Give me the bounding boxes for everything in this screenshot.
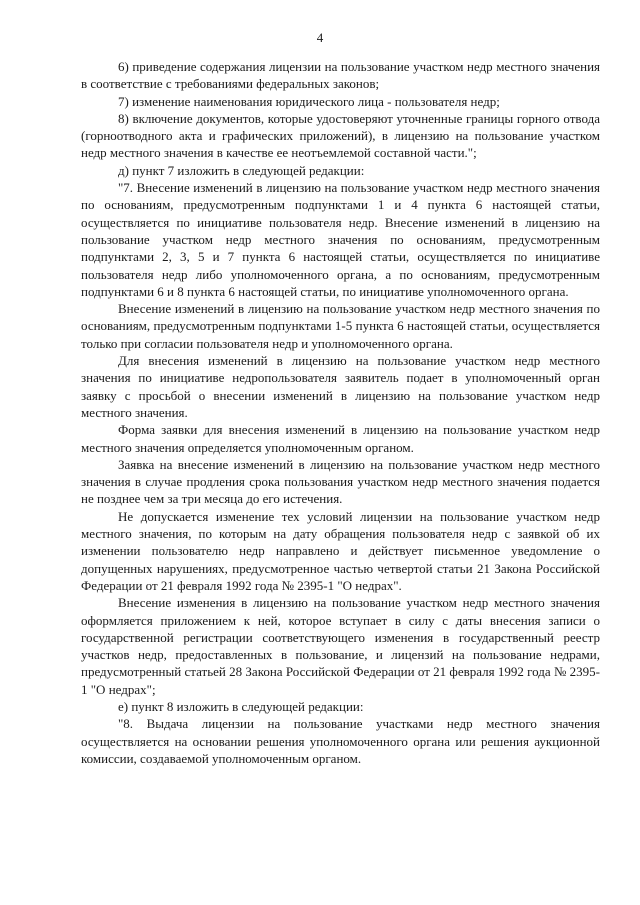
document-body <box>81 58 600 767</box>
paragraph-item-6: 6) приведение содержания лицензии на пользование участком недр местного значения в соответствие с требованиями федеральных законов; <box>81 59 600 92</box>
page-number: 4 <box>316 30 324 45</box>
paragraph-point-7: "7. Внесение изменений в лицензию на пользование участком недр местного значения по основаниям, предусмотренным подпунктами 1 и 4 пункта 6 настоящей статьи, осуществляется по инициативе пользователя недр. Внесение изменений в лицензию на пользование участком недр местного значения по основаниям, предусмотренным подпунктами 2, 3, 5 и 7 пункта 6 настоящей статьи, осуществляется по инициативе пользователя недр либо уполномоченного органа, а по основаниям, предусмотренным подпунктами 6 и 8 пункта 6 настоящей статьи, по инициативе уполномоченного органа. <box>81 180 600 299</box>
paragraph-consent: Внесение изменений в лицензию на пользование участком недр местного значения по основаниям, предусмотренным подпунктами 1-5 пункта 6 настоящей статьи, осуществляется только при согласии пользователя недр и уполномоченного органа. <box>81 301 600 351</box>
paragraph-registration: Внесение изменения в лицензию на пользование участком недр местного значения оформляется приложением к ней, которое вступает в силу с даты внесения записи о государственной регистрации соответствующего изменения в государственный реестр участков недр, предоставленных в пользование, и лицензий на пользование недрами, предусмотренный статьей 28 Закона Российской Федерации от 21 февраля 1992 года № 2395-1 "О недрах"; <box>81 595 600 697</box>
paragraph-restriction: Не допускается изменение тех условий лицензии на пользование участком недр местного значения, по которым на дату обращения пользователя недр с заявкой об их изменении пользователю недр направлено и действует письменное уведомление о допущенных нарушениях, предусмотренное частью четвертой статьи 21 Закона Российской Федерации от 21 февраля 1992 года № 2395-1 "О недрах". <box>81 508 600 593</box>
paragraph-subclause-e: е) пункт 8 изложить в следующей редакции: <box>118 698 364 714</box>
paragraph-point-8: "8. Выдача лицензии на пользование участками недр местного значения осуществляется на основании решения уполномоченного органа или решения аукционной комиссии, создаваемой уполномоченным органом. <box>81 716 600 766</box>
paragraph-application-form: Форма заявки для внесения изменений в лицензию на пользование участком недр местного значения определяется уполномоченным органом. <box>81 422 600 455</box>
paragraph-item-8: 8) включение документов, которые удостоверяют уточненные границы горного отвода (горноотводного акта и графических приложений), в лицензию на пользование участком недр местного значения в качестве ее неотъемлемой составной части."; <box>81 110 600 161</box>
paragraph-application: Для внесения изменений в лицензию на пользование участком недр местного значения по инициативе недропользователя заявитель подает в уполномоченный орган заявку с просьбой о внесении изменений в лицензию на пользование участком недр местного значения. <box>81 353 600 420</box>
paragraph-extension-deadline: Заявка на внесение изменений в лицензию на пользование участком недр местного значения в случае продления срока пользования участком недр местного значения подается не позднее чем за три месяца до его истечения. <box>81 456 600 507</box>
paragraph-subclause-d: д) пункт 7 изложить в следующей редакции: <box>118 162 365 178</box>
paragraph-item-7: 7) изменение наименования юридического лица - пользователя недр; <box>118 93 500 109</box>
